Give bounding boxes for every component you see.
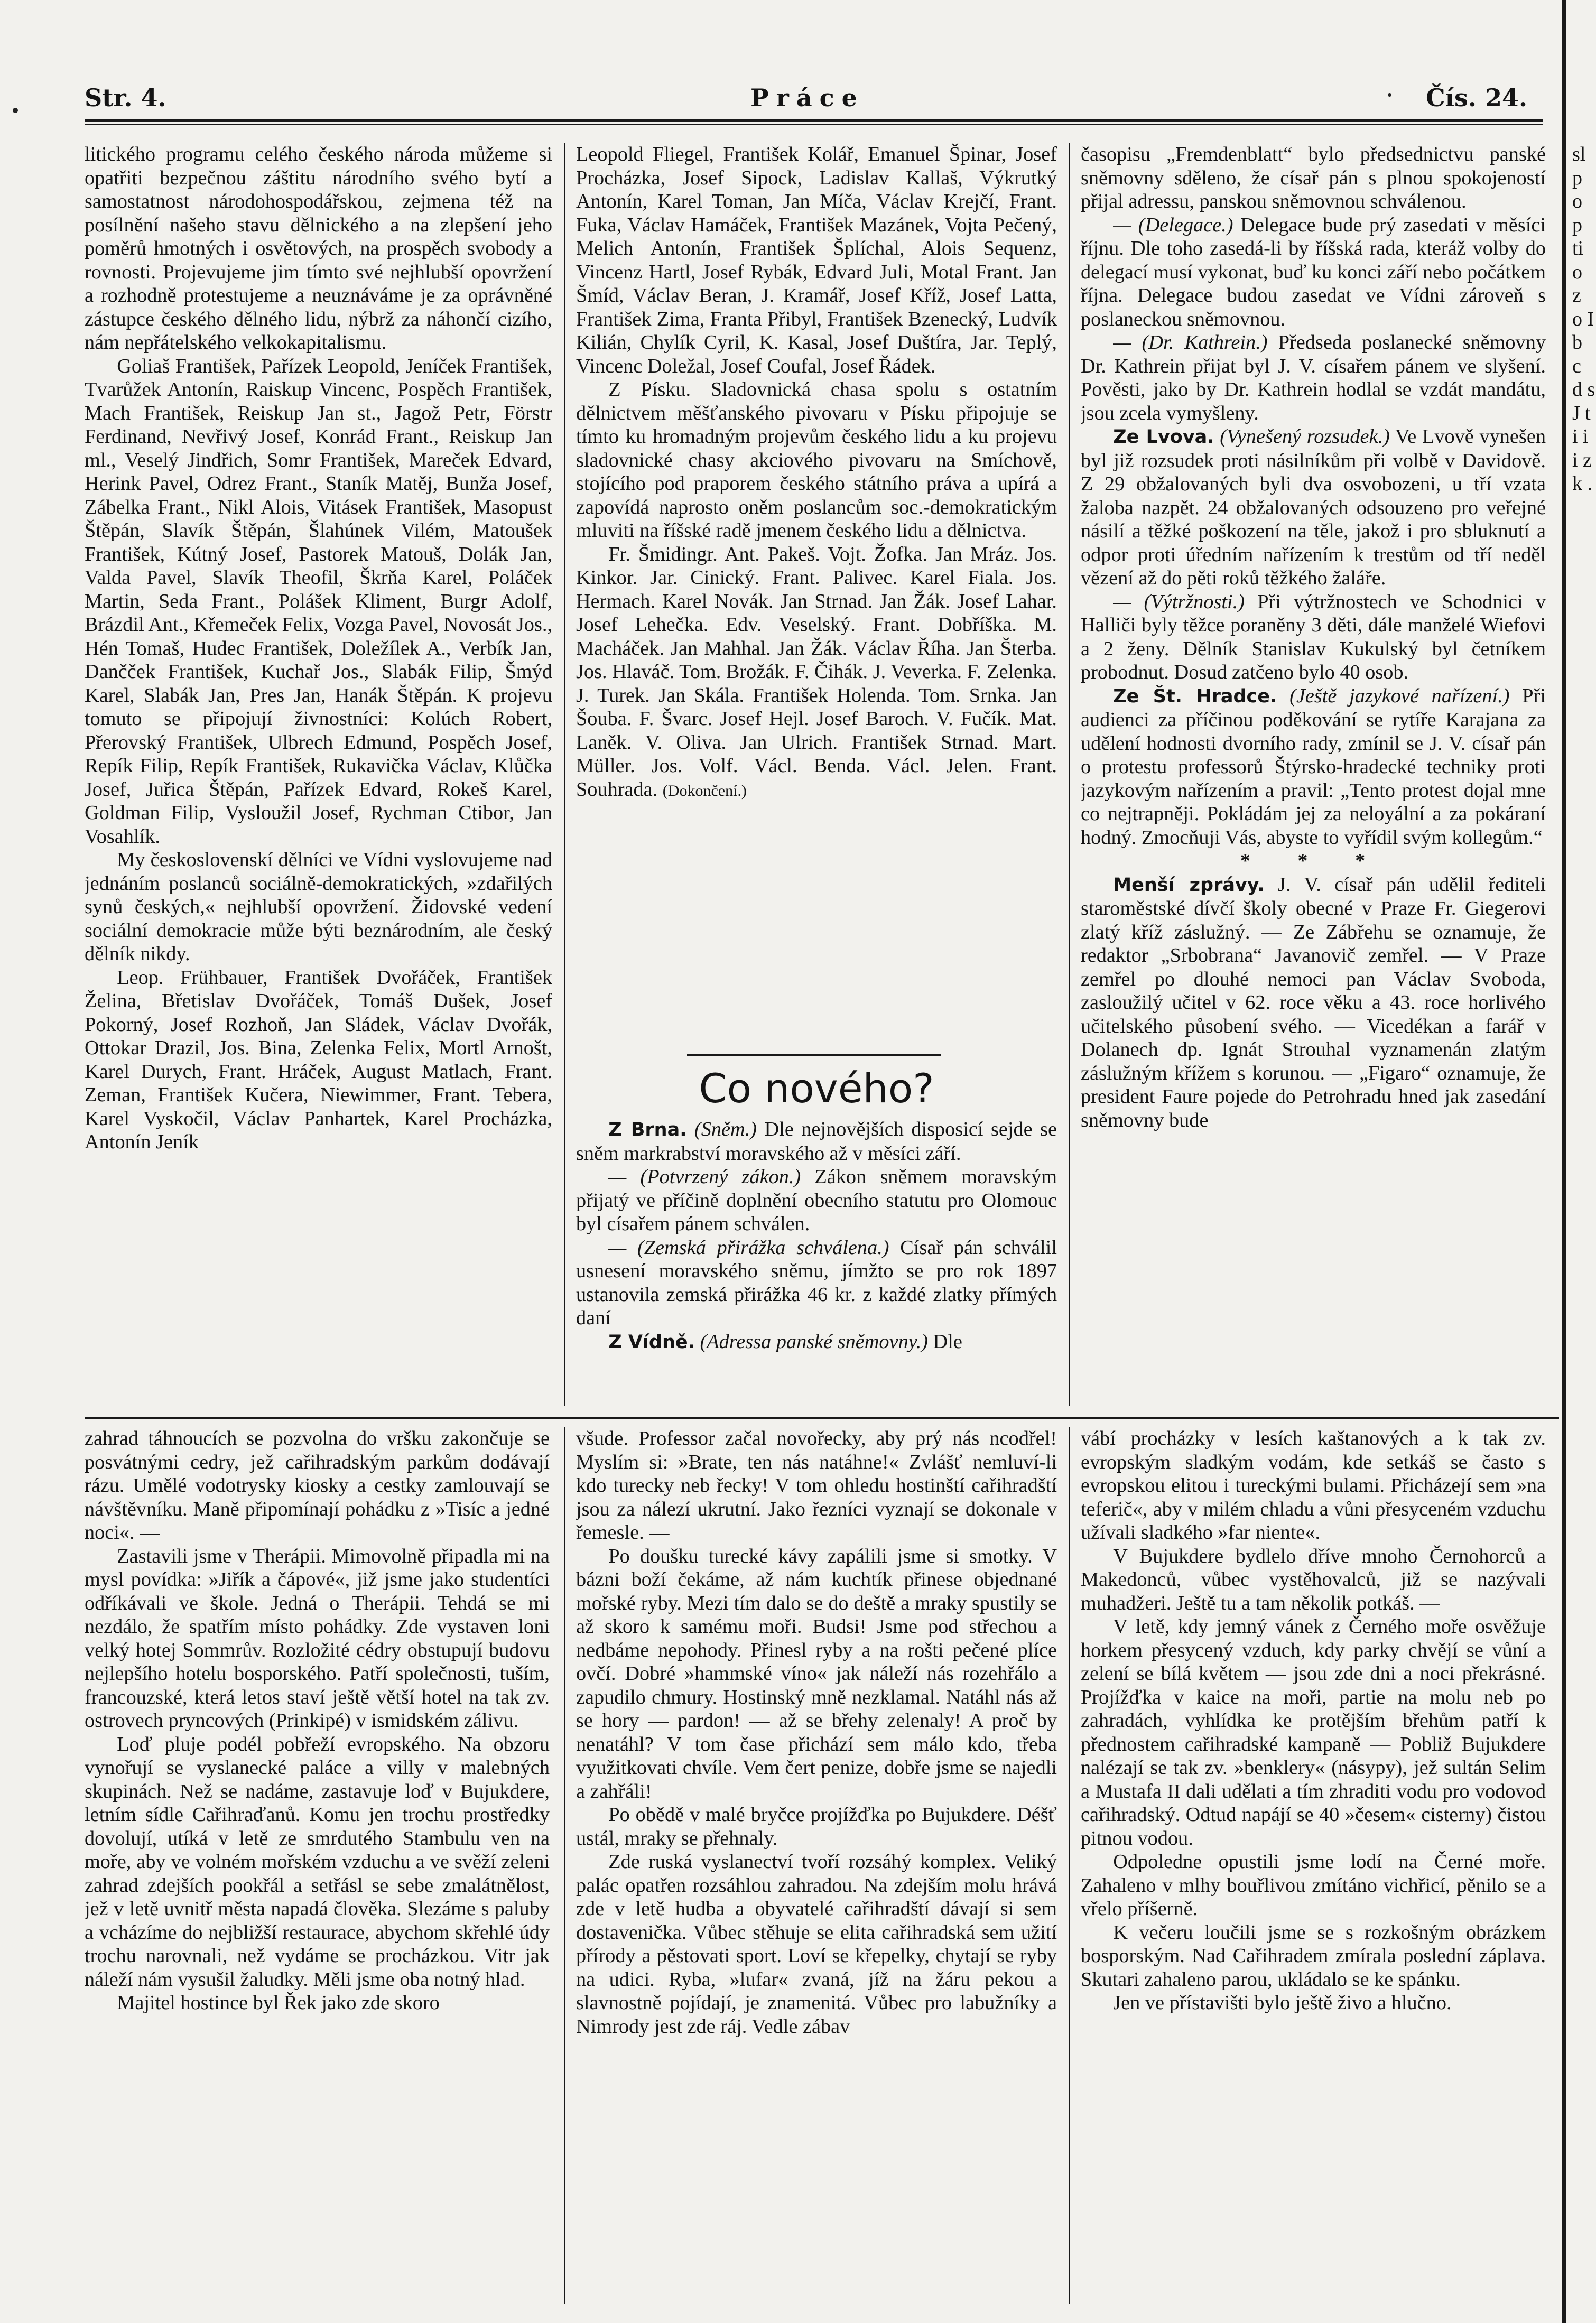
- newspaper-title: Práce: [750, 83, 865, 112]
- news-item: [1081, 425, 1546, 590]
- news-tag: (Vynešený rozsudek.): [1220, 425, 1390, 448]
- news-city: Ze Št. Hradce.: [1113, 685, 1277, 707]
- news-text: Při audienci za příčinou poděkování se rytíře Karajana za udělení hodnosti dvorního rady, zmínil se J. V. císař pán o protestu professorů Štýrsko-hradecké techniky proti jazykovým nařízením a pravil: „Tento protest dojal mne co nejtrapněji. Pokládám jej za neloyální a za pokáraní hodný. Zmocňuji Vás, abyste to vyřídil svým kollegům.“: [1081, 684, 1546, 849]
- scan-mark: [13, 108, 18, 113]
- signatories-list: [576, 543, 1057, 803]
- news-tag: (Ještě jazykové nařízení.): [1289, 684, 1510, 707]
- signatories-list: Leopold Fliegel, František Kolář, Emanuel Špinar, Josef Procházka, Josef Sipock, Ladislav Kallaš, Výkrutký Antonín, Karel Toman, Jan Míča, Václav Krejčí, Frant. Fuka, Václav Hamáček, František Mazánek, Vojta Pečený, Melich Antonín, František Šplíchal, Alois Sequenz, Vincenz Hartl, Josef Rybák, Edvard Juli, Motal Frant. Jan Šmíd, Václav Beran, J. Kramář, Josef Kříž, Josef Latta, František Zima, Franta Přibyl, František Bzenecký, Ludvík Kilián, Chylík Cyril, K. Kasal, Josef Duštíra, Jar. Teplý, Vincenc Doležal, Josef Coufal, Josef Řádek.: [576, 143, 1057, 377]
- paragraph: Zde ruská vyslanectví tvoří rozsáhý komplex. Veliký palác opatřen rozsáhlou zahradou. Na zdejším molu hrává zde v letě hudba a obyvatelé cařihradští dávají si sem dostavenička. Vůbec stěhuje se elita cařihradská sem užití přírody a pěstovati sport. Loví se křepelky, chytají se ryby na udici. Ryba, »lufar« zvaná, jíž na žáru pekou a slavnostně pojídají, je znamenitá. Vůbec pro labužníky a Nimrody jest zde ráj. Vedle zábav: [576, 1851, 1057, 2038]
- news-item: [576, 1165, 1057, 1236]
- news-item: [576, 1236, 1057, 1330]
- paragraph: Jen ve přístavišti bylo ještě živo a hlučno.: [1113, 1992, 1452, 2014]
- paragraph: Odpoledne opustili jsme lodí na Černé moře. Zahaleno v mlhy bouřlivou zmítáno vichřicí, pěnilo se a vřelo příšerně.: [1081, 1851, 1546, 1920]
- paragraph: litického programu celého českého národa můžeme si opatřiti bezpečnou záštitu národního svého bytí a samostatnost národohospodářskou, zejmena též na posílnění našeho stavu dělnického a na zlepšení jeho poměrů hmotných i osvětových, na prospěch svobody a rovnosti. Projevujeme jim tímto své nejhlubší opovržení a rozhodně protestujeme a neuznáváme je za oprávněné zástupce českého dělného lidu, nýbrž za náhončí cizího, nám nepřátelského velkokapitalismu.: [85, 143, 552, 354]
- news-tag: (Sněm.): [694, 1118, 757, 1140]
- news-tag: — (Zemská přirážka schválena.): [608, 1236, 889, 1259]
- news-city: Z Brna.: [608, 1119, 687, 1140]
- news-text: J. V. císař pán udělil řediteli staroměstské dívčí školy obecné v Praze Fr. Giegerovi zlatý kříž záslužný. — Ze Zábřehu se oznamuje, že redaktor „Srbobrana“ Javanovič zemřel. — V Praze zemřel po dlouhé nemoci pan Václav Svoboda, zasloužilý učitel v 62. roce věku a 43. roce horlivého učitelského působení svého. — Vicedékan a farář v Dolanech dp. Ignát Strouhal vyznamenán zlatým záslužným křížem s korunou. — „Figaro“ oznamuje, že president Faure pojede do Petrohradu hned jak zasedání sněmovny bude: [1081, 873, 1546, 1131]
- news-tag: — (Výtržnosti.): [1113, 590, 1245, 613]
- news-item: [1081, 873, 1546, 1132]
- section-stars: * * *: [1240, 850, 1387, 872]
- page-number: Str. 4.: [85, 83, 166, 112]
- paragraph: V letě, kdy jemný vánek z Černého moře osvěžuje horkem přesycený vzduch, kdy parky chvějí se vůní a zelení se bílá květem — jsou zde dni a noci překrásné. Projížďka v kaice na moři, partie na molu neb po zahradách, vyhlídka ke protějším břehům patří k přednostem cařihradské kampaně — Pobliž Bujukdere nalézají se tak zv. »benklery« (násypy), jež sultán Selim a Mustafa II dali udělati a tím zhraditi vodu pro vodovod cařihradský. Odtud napájí se 40 »česem« cisterny) čistou pitnou vodou.: [1081, 1615, 1546, 1850]
- news-city: Ze Lvova.: [1113, 426, 1214, 448]
- section-rule: [687, 1054, 941, 1056]
- column-4-feuilleton: [85, 1427, 550, 2304]
- news-text: Dle: [933, 1330, 962, 1353]
- scan-mark: [1388, 93, 1391, 97]
- news-text: Ve Lvově vynešen byl již rozsudek proti násilníkům při volbě v Davidově. Z 29 obžalovaných byli dva osvobozeni, u tří vzata žaloba nazpět. 24 obžalovaných odsouzeno pro veřejné násilí a těžké poškození na těle, jakož i pro sbluknutí a odpor proti úředním nařízením k trestům od tří neděl vězení až do pěti roků těžkého žaláře.: [1081, 425, 1546, 589]
- header-rule: [85, 119, 1543, 122]
- signatories-list: Leop. Frühbauer, František Dvořáček, František Želina, Břetislav Dvořáček, Tomáš Dušek, Josef Pokorný, Josef Rozhoň, Jan Sládek, Václav Dvořák, Ottokar Drazil, Jos. Bina, Zelenka Felix, Mortl Arnošt, Karel Durych, Frant. Hráček, August Matlach, Frant. Zeman, František Kučera, Niewimmer, Frant. Tebera, Karel Vyskočil, Václav Panhartek, Karel Procházka, Antonín Jeník: [85, 966, 552, 1153]
- paragraph: Majitel hostince byl Řek jako zde skoro: [117, 1992, 440, 2014]
- column-5-feuilleton: [576, 1427, 1057, 2304]
- news-label: Menší zprávy.: [1113, 874, 1265, 896]
- column-divider-1: [564, 143, 565, 1406]
- paragraph: My československí dělníci ve Vídni vyslovujeme nad jednáním poslanců sociálně-demokratických, »zdařilých synů českých,« nejhlubší opovržení. Židovské vedení sociální demokracie může býti beznárodním, ale český dělník nikdy.: [85, 849, 552, 965]
- column-divider-3: [564, 1427, 565, 2304]
- paragraph: Loď pluje podél pobřeží evropského. Na obzoru vynořují se vyslanecké paláce a villy v malebných skupinách. Než se nadáme, zastavuje loď v Bujukdere, letním sídle Cařihraďanů. Komu jen trochu prostředky dovolují, utíká v letě ze smrdutého Stambulu ven na moře, aby ve volném mořském vzduchu a ve svěží zeleni zahrad zdejších pookřál a setřásl se sebe zmalátnělost, jež v letě uvnitř města napadá člověka. Slezáme s paluby a vcházíme do nejbližší restaurace, abychom skřehlé údy trochu narovnali, než vydáme se procházkou. Vitr jak náleží nám vysušil žaludky. Měli jsme oba notný hlad.: [85, 1733, 550, 1991]
- news-item: [1081, 684, 1546, 850]
- news-item: [1081, 213, 1546, 331]
- paragraph: V Bujukdere bydlelo dříve mnoho Černohorců a Makedonců, vůbec vystěhovalců, již se nazývali muhadžeri. Ještě tu a tam několik potkáš. —: [1081, 1545, 1546, 1614]
- news-tag: (Adressa panské sněmovny.): [700, 1330, 928, 1353]
- paragraph: Z Písku. Sladovnická chasa spolu s ostatním dělnictvem měšťanského pivovaru v Písku připojuje se tímto ku hromadným projevům českého lidu a ku projevu sladovnické chasy akciového pivovaru na Smíchově, stojícího pod praporem českého státního práva a upírá a zapovídá naprosto oněm poslancům soc.-demokratickým mluviti na říšské radě jmenem českého lidu a dělnictva.: [576, 378, 1057, 542]
- issue-number: Čís. 24.: [1425, 83, 1527, 112]
- news-city: Z Vídně.: [608, 1331, 695, 1353]
- names: Fr. Šmidingr. Ant. Pakeš. Vojt. Žofka. Jan Mráz. Jos. Kinkor. Jar. Cinický. Frant. Palivec. Karel Fiala. Jos. Hermach. Karel Novák. Jan Strnad. Jan Žák. Josef Lahar. Josef Lehečka. Edv. Veselský. Frant. Dobříška. M. Macháček. Jan Mahhal. Jan Žák. Václav Říha. Jan Šterba. Jos. Hlaváč. Tom. Brožák. F. Čihák. J. Veverka. F. Zelenka. J. Turek. Jan Skála. František Holenda. Tom. Srnka. Jan Šouba. F. Švarc. Josef Hejl. Josef Baroch. V. Fučík. Mat. Laněk. V. Oliva. Jan Ulrich. František Strnad. Mart. Müller. Jos. Volf. Václ. Benda. Václ. Jelen. Frant. Souhrada.: [576, 543, 1057, 801]
- column-1-political: [85, 143, 552, 1406]
- paragraph: Po obědě v malé bryčce projížďka po Bujukdere. Déšť ustál, mraky se přehnaly.: [576, 1804, 1057, 1850]
- continued-note: (Dokončení.): [662, 782, 747, 800]
- news-text: Dle nejnovějších disposicí sejde se sněm markrabství moravského až v měsíci září.: [576, 1118, 1057, 1165]
- paragraph: K večeru loučili jsme se s rozkošným obrázkem bosporským. Nad Cařihradem zmírala poslední záplava. Skutari zahaleno parou, ukládalo se ke spánku.: [1081, 1921, 1546, 1991]
- news-text: Delegace bude prý zasedati v měsíci říjnu. Dle toho zasedá-li by říšská rada, kteráž volby do delegací musí vykonat, buď ku konci září nebo počátkem října. Delegace budou zasedat ve Vídni zároveň s poslaneckou sněmovnou.: [1081, 213, 1546, 330]
- paragraph: Zastavili jsme v Therápii. Mimovolně připadla mi na mysl povídka: »Jiřík a čápové«, již jsme jako studentíci odříkávali ve škole. Jedná o Therápii. Tehdá se mi nezdálo, že spatřím místo pohádky. Zde vystaven loni velký hotej Sommrův. Rozložité cédry obstupují budovu nejlepšího hotelu bosporského. Patří společnosti, tuším, francouzské, která letos staví ještě větší hotel na tak zv. ostrovech pryncových (Prinkipé) v ismidském zálivu.: [85, 1545, 550, 1732]
- news-text: Císař pán schválil usnesení moravského sněmu, jímžto se pro rok 1897 ustanovila zemská přirážka 46 kr. z každé zlatky přímých daní: [576, 1236, 1057, 1329]
- page-edge-divider: [1562, 0, 1566, 2323]
- news-tag: — (Delegace.): [1113, 213, 1233, 236]
- news-item: [1081, 590, 1546, 684]
- signatories-list: Goliaš František, Pařízek Leopold, Jeníček František, Tvarůžek Antonín, Raiskup Vincenc, Pospěch František, Mach František, Reiskup Jan st., Jagož Petr, Förstr Ferdinand, Nevřivý Josef, Konrád Frant., Reiskup Jan ml., Veselý Jindřich, Somr František, Mareček Edvard, Herink Pavel, Odrez Frant., Staník Matěj, Bunža Josef, Zábelka Frant., Nikl Alois, Vitásek František, Masopust Štěpán, Slavík Štěpán, Šlahúnek Vilém, Matoušek František, Kútný Josef, Pastorek Matouš, Dolák Jan, Valda Pavel, Slavík Theofil, Škrňa Karel, Poláček Martin, Seda Frant., Polášek Kliment, Burgr Adolf, Brázdil Ant., Křemeček Felix, Vozga Pavel, Novosát Jos., Hén Tomaš, Hudec František, Doležílek A., Verbík Jan, Dančček František, Kuchař Jos., Slabák Filip, Šmýd Karel, Slabák Jan, Pres Jan, Hanák Štěpán. K projevu tomuto se připojují živnostníci: Kolúch Robert, Přerovský František, Ulbrech Edmund, Pospěch Josef, Repík Filip, Repík František, Rukavička Václav, Klůčka Josef, Juřica Štěpán, Pařízek Edvard, Rokeš Karel, Goldman Filip, Vysloužil Josef, Rychman Ctibor, Jan Vosahlík.: [85, 355, 552, 848]
- adjacent-page-edge-text: sl p o p ti o z o I b c d s J t i i i z k .: [1572, 143, 1595, 495]
- news-text: Předseda poslanecké sněmovny Dr. Kathrein přijat byl J. V. císařem pánem ve slyšení. Pověsti, jako by Dr. Kathrein hodlal se vzdát mandátu, jsou zcela vymyšleny.: [1081, 331, 1546, 424]
- news-tag: — (Potvrzený zákon.): [608, 1166, 801, 1188]
- column-6-feuilleton: [1081, 1427, 1546, 2304]
- news-text: Při výtržnostech ve Schodnici v Halliči byly těžce poraněny 3 děti, dále manželé Wiefovi a 2 ženy. Dělník Stanislav Kukulský byl četníkem probodnut. Dosud zatčeno bylo 40 osob.: [1081, 590, 1546, 683]
- paragraph: všude. Professor začal novořecky, aby prý nás ncodřel! Myslím si: »Brate, ten nás natáhne!« Zvlášť nemluví-li kdo turecky neb řecky! V tom ohledu hostinští cařihradští jsou za nálezí ukrutní. Jako řezníci vyznají se dokonale v řemesle. —: [576, 1427, 1057, 1544]
- column-divider-4: [1069, 1427, 1070, 2304]
- header-rule-thin: [85, 124, 1543, 125]
- column-3-news: [1081, 143, 1546, 1406]
- news-tag: — (Dr. Kathrein.): [1113, 331, 1268, 354]
- news-item: [576, 1118, 1057, 1165]
- paragraph: Po doušku turecké kávy zapálili jsme si smotky. V bázni boží čekáme, až nám kuchtík přinese objednané mořské ryby. Mezi tím dalo se do deště a mraky spustily se až skoro k samému moři. Budsi! Jsme pod střechou a nedbáme nepohody. Přinesl ryby a na rošti pečené plíce ovčí. Dobré »hammské víno« jak náleží nás rozehřálo a zapudilo chmury. Hostinský mně nezklamal. Natáhl nás až se hory — pardon! — až se břehy zelenaly! A proč by nenatáhl? V tom čase přichází sem málo kdo, třeba využitkovati chvíle. Vem čert penize, dobře jsme se najedli a zahřáli!: [576, 1545, 1057, 1802]
- feuilleton-rule: [85, 1417, 1559, 1419]
- paragraph: vábí procházky v lesích kaštanových a k tak zv. evropským sladkým vodám, kde setkáš se často s evropskou elitou i tureckými bulami. Přicházejí sem »na teferič«, aby v milém chladu a vůni přesyceném vzduchu užívali sladkého »far niente«.: [1081, 1427, 1546, 1544]
- column-divider-2: [1069, 143, 1070, 1406]
- column-2-news: [576, 1118, 1057, 1406]
- news-text: Zákon sněmem moravským přijatý ve příčině doplnění obecního statutu pro Olomouc byl císařem pánem schválen.: [576, 1166, 1057, 1235]
- paragraph: zahrad táhnoucích se pozvolna do vršku zakončuje se posvátnými cedry, jež cařihradským parkům dodávají rázu. Umělé vodotrysky kiosky a cestky zamlouvají se návštěvníku. Maně připomínají pohádku z »Tisíc a jedné noci«. —: [85, 1427, 550, 1544]
- news-item: [1081, 331, 1546, 425]
- news-item: časopisu „Fremdenblatt“ bylo předsednictvu panské sněmovny sděleno, že císař pán s plnou spokojeností přijal adressu, panskou sněmovnou schválenou.: [1081, 143, 1546, 212]
- column-2-signatories: [576, 143, 1057, 1046]
- section-heading-news: Co nového?: [699, 1065, 934, 1112]
- page-header: [85, 79, 1533, 122]
- news-item: [576, 1330, 1057, 1354]
